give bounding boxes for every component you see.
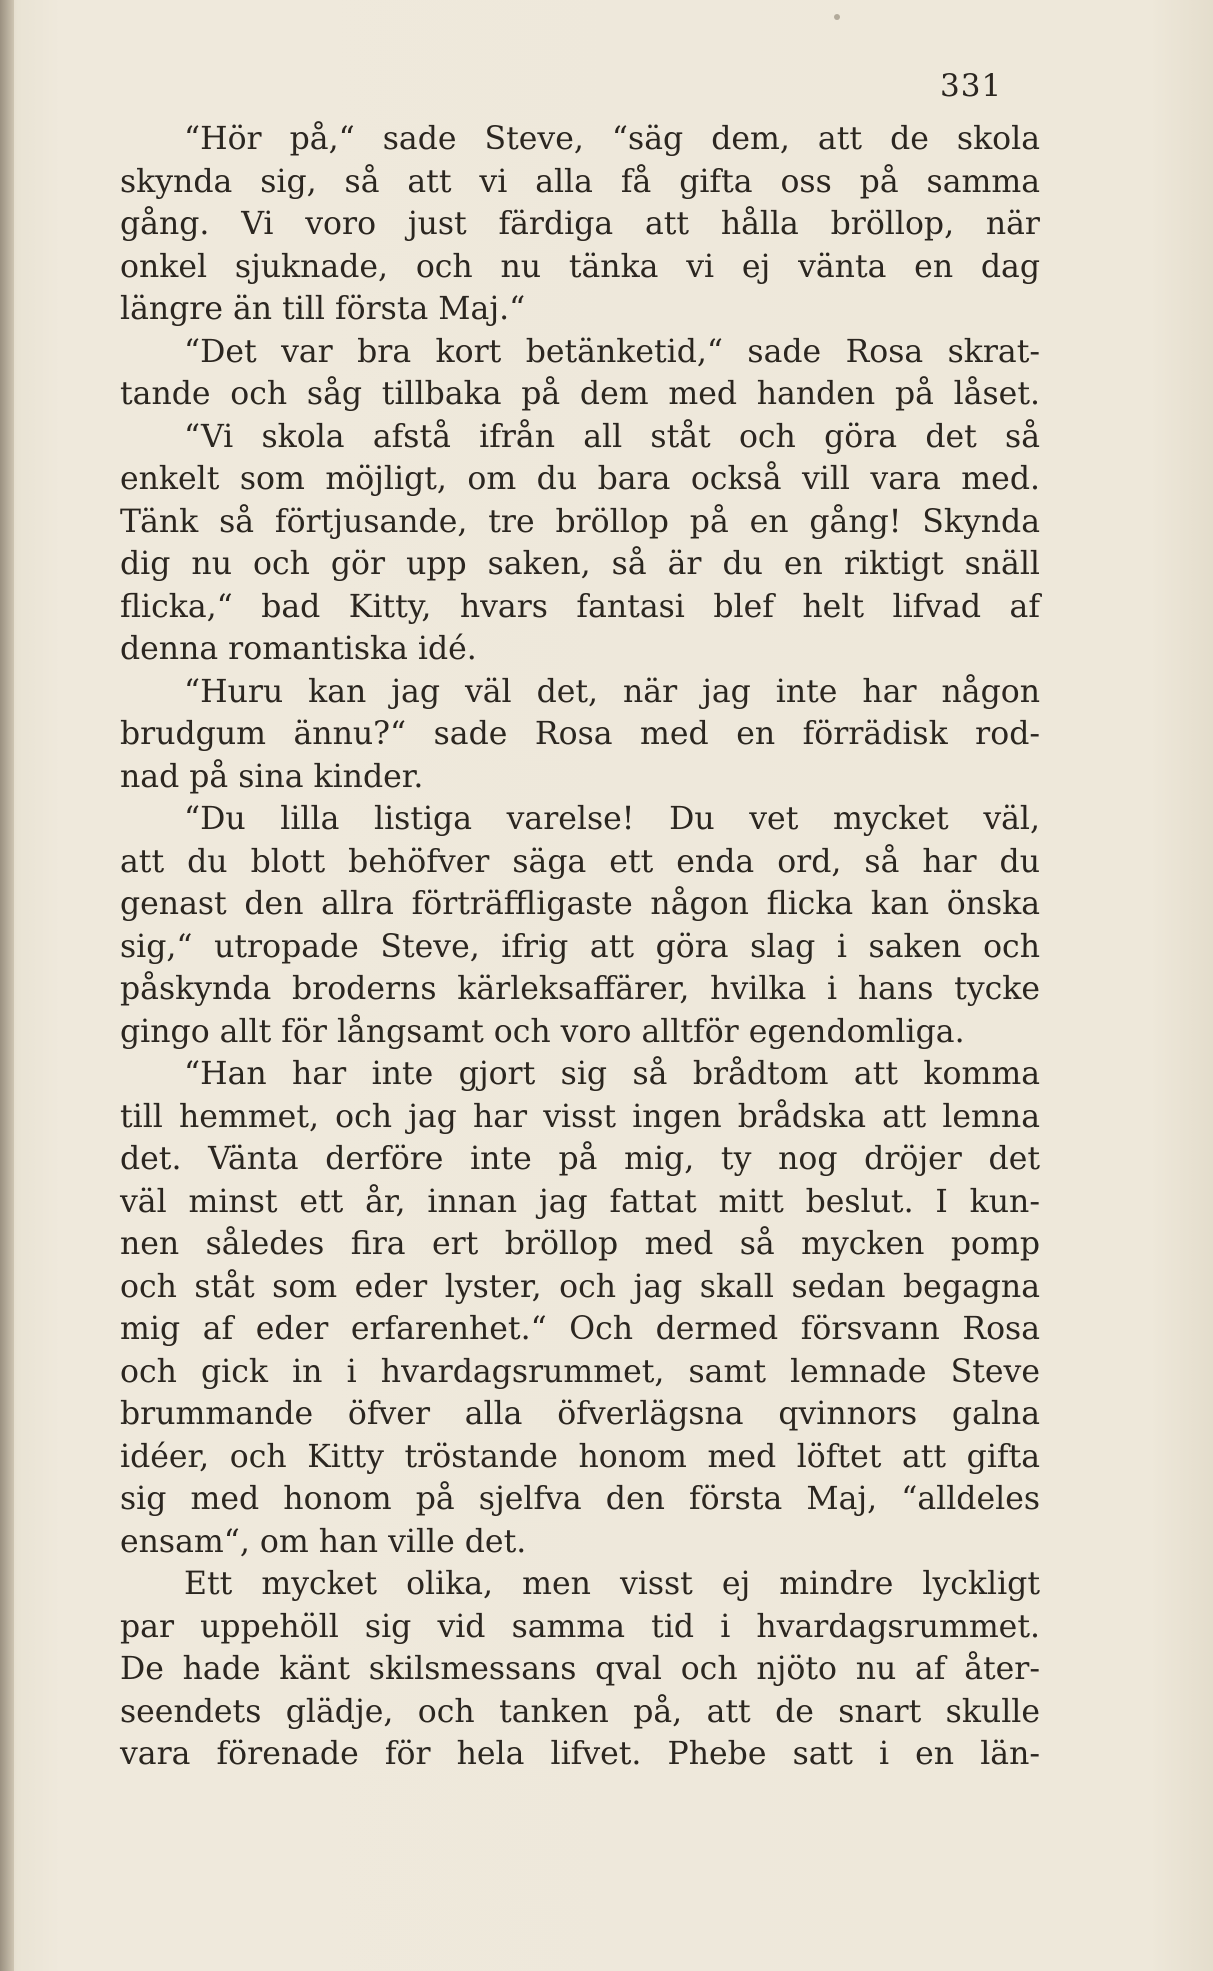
text-line: mig af eder erfarenhet.“ Och dermed försvann Rosa bbox=[120, 1311, 1040, 1347]
body-text bbox=[120, 118, 1040, 1776]
text-line: och gick in i hvardagsrummet, samt lemnade Steve bbox=[120, 1353, 1040, 1390]
text-line: enkelt som möjligt, om du bara också vill vara med. bbox=[120, 461, 1040, 497]
text-line: nen således fira ert bröllop med så mycken pomp bbox=[120, 1226, 1040, 1262]
text-line: vara förenade för hela lifvet. Phebe satt i en län- bbox=[120, 1736, 1040, 1772]
text-line: gång. Vi voro just färdiga att hålla bröllop, när bbox=[120, 206, 1040, 242]
text-line: “Det var bra kort betänketid,“ sade Rosa skrat- bbox=[184, 333, 1040, 370]
text-line: “Hör på,“ sade Steve, “säg dem, att de skola bbox=[184, 121, 1040, 157]
text-line: dig nu och gör upp saken, så är du en riktigt snäll bbox=[120, 546, 1040, 582]
text-line: skynda sig, så att vi alla få gifta oss på samma bbox=[120, 163, 1040, 200]
text-line: sig med honom på sjelfva den första Maj, “alldeles bbox=[120, 1481, 1040, 1517]
text-line: väl minst ett år, innan jag fattat mitt beslut. I kun- bbox=[120, 1183, 1040, 1220]
text-line: par uppehöll sig vid samma tid i hvardagsrummet. bbox=[120, 1608, 1040, 1645]
text-line: “Du lilla listiga varelse! Du vet mycket väl, bbox=[184, 801, 1040, 837]
text-line: att du blott behöfver säga ett enda ord, så har du bbox=[120, 843, 1040, 880]
text-line: flicka,“ bad Kitty, hvars fantasi blef helt lifvad af bbox=[120, 588, 1040, 625]
text-line: denna romantiska idé. bbox=[120, 631, 477, 667]
text-line: det. Vänta derföre inte på mig, ty nog dröjer det bbox=[120, 1141, 1040, 1177]
text-line: brudgum ännu?“ sade Rosa med en förrädisk rod- bbox=[120, 716, 1040, 752]
book-binding-edge bbox=[0, 0, 14, 1971]
text-line: “Han har inte gjort sig så brådtom att komma bbox=[184, 1056, 1040, 1092]
text-line: till hemmet, och jag har visst ingen brådska att lemna bbox=[120, 1098, 1040, 1135]
text-line: Ett mycket olika, men visst ej mindre lyckligt bbox=[184, 1566, 1040, 1602]
text-line: påskynda broderns kärleksaffärer, hvilka i hans tycke bbox=[120, 971, 1040, 1007]
text-line: seendets glädje, och tanken på, att de snart skulle bbox=[120, 1693, 1040, 1730]
text-line: “Huru kan jag väl det, när jag inte har någon bbox=[184, 673, 1040, 710]
text-line: tande och såg tillbaka på dem med handen på låset. bbox=[120, 376, 1040, 412]
text-line: idéer, och Kitty tröstande honom med löftet att gifta bbox=[120, 1438, 1040, 1475]
text-line: genast den allra förträffligaste någon flicka kan önska bbox=[120, 886, 1040, 922]
text-line: onkel sjuknade, och nu tänka vi ej vänta en dag bbox=[120, 248, 1040, 285]
text-line: och ståt som eder lyster, och jag skall sedan begagna bbox=[120, 1268, 1040, 1305]
text-line: nad på sina kinder. bbox=[120, 758, 424, 795]
text-line: brummande öfver alla öfverlägsna qvinnors galna bbox=[120, 1396, 1040, 1432]
page-number: 331 bbox=[940, 68, 1003, 104]
paper-speck bbox=[834, 14, 840, 20]
text-line: ensam“, om han ville det. bbox=[120, 1523, 527, 1560]
text-line: “Vi skola afstå ifrån all ståt och göra det så bbox=[184, 418, 1040, 455]
text-line: gingo allt för långsamt och voro alltför egendomliga. bbox=[120, 1013, 965, 1050]
text-line: De hade känt skilsmessans qval och njöto nu af åter- bbox=[120, 1651, 1040, 1687]
text-line: sig,“ utropade Steve, ifrig att göra slag i saken och bbox=[120, 928, 1040, 965]
text-line: Tänk så förtjusande, tre bröllop på en gång! Skynda bbox=[120, 503, 1040, 540]
text-line: längre än till första Maj.“ bbox=[120, 291, 526, 327]
